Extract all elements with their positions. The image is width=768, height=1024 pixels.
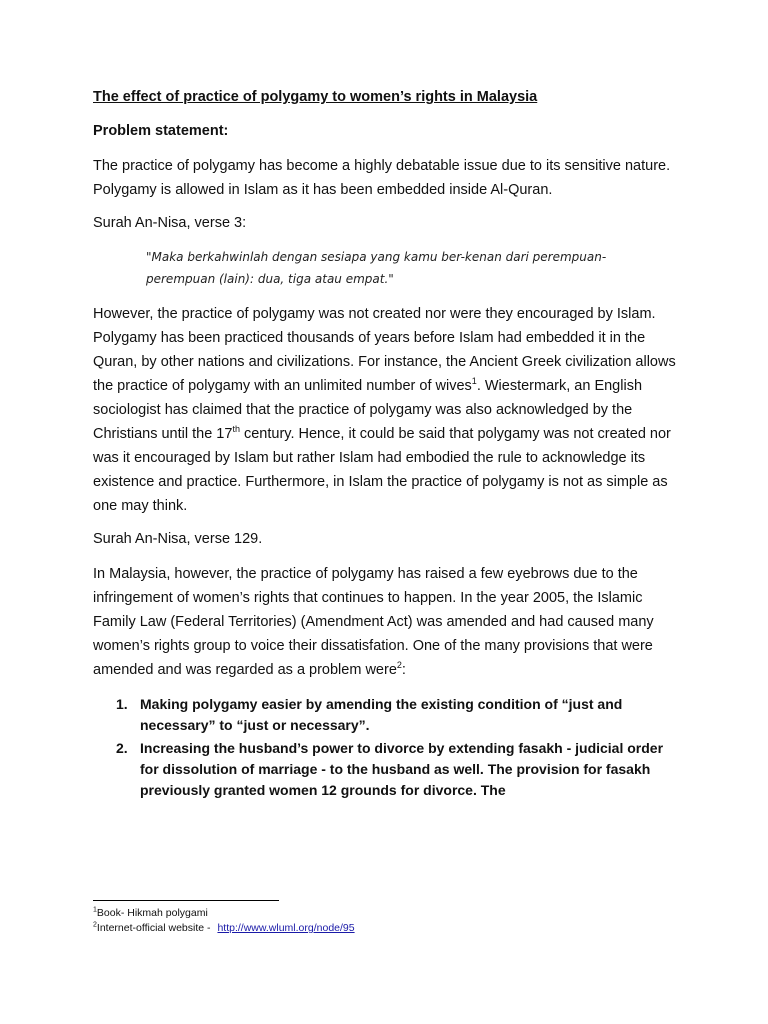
verse-reference-129: Surah An-Nisa, verse 129. <box>93 531 263 547</box>
verse-reference-3: Surah An-Nisa, verse 3: <box>93 215 247 231</box>
footnote-text: Internet-official website - <box>96 922 214 934</box>
intro-paragraph: The practice of polygamy has become a highly debatable issue due to its sensitive nature. Polygamy is allowed in Islam as it has been embedded inside Al-Quran. <box>93 158 671 198</box>
list-item-text: Increasing the husband’s power to divorce by extending fasakh - judicial order for dissolution of marriage - to the husband as well. The provision for fasakh previously granted women 12 grounds for divorce. The <box>140 740 664 798</box>
history-text-2: . Wiestermark, an English sociologist has claimed that the practice of polygamy was also acknowledged by the Christians until the 17 <box>93 378 643 442</box>
list-number: 1. <box>116 696 128 712</box>
problem-statement-heading: Problem statement: <box>93 123 229 139</box>
history-paragraph <box>93 302 683 518</box>
malaysia-text-2: : <box>401 662 406 678</box>
malay-quote: "Maka berkahwinlah dengan sesiapa yang kamu ber-kenan dari perempuan-perempuan (lain): dua, tiga atau empat." <box>146 250 607 286</box>
footnote-2 <box>93 921 355 936</box>
footnote-divider <box>93 900 279 901</box>
footnotes <box>93 906 355 936</box>
list-item <box>93 738 683 801</box>
footnote-number: 1 <box>93 906 97 914</box>
amendment-list <box>93 694 683 801</box>
malaysia-paragraph <box>93 562 683 682</box>
footnote-number: 2 <box>93 921 97 929</box>
footnote-ref-2: 2 <box>396 660 402 671</box>
history-text-3: century. Hence, it could be said that polygamy was not created nor was it encouraged by Islam but rather Islam had embodied the rule to acknowledge its existence and practice. Furthermore, in Islam the practice of polygamy is not as simple as one may think. <box>93 426 671 514</box>
malaysia-text-1: In Malaysia, however, the practice of polygamy has raised a few eyebrows due to the infringement of women’s rights that continues to happen. In the year 2005, the Islamic Family Law (Federal Territories) (Amendment Act) was amended and had caused many women’s rights group to voice their dissatisfation. One of the many provisions that were amended and was regarded as a problem were <box>93 566 654 678</box>
document-title: The effect of practice of polygamy to women’s rights in Malaysia <box>93 89 538 105</box>
footnote-ref-1: 1 <box>471 376 477 387</box>
document-body <box>93 88 683 803</box>
footnote-link[interactable]: http://www.wluml.org/node/95 <box>217 922 355 934</box>
footnote-text: Book- Hikmah polygami <box>96 907 208 919</box>
footnote-1 <box>93 906 355 921</box>
list-item <box>93 694 683 736</box>
ordinal-suffix: th <box>232 424 240 435</box>
history-text-1: However, the practice of polygamy was not created nor were they encouraged by Islam. Polygamy has been practiced thousands of years before Islam had embedded it in the Quran, by other nations and civilizations. For instance, the Ancient Greek civilization allows the practice of polygamy with an unlimited number of wives <box>93 306 676 394</box>
list-number: 2. <box>116 740 128 756</box>
list-item-text: Making polygamy easier by amending the existing condition of “just and necessary” to “just or necessary”. <box>140 696 623 733</box>
